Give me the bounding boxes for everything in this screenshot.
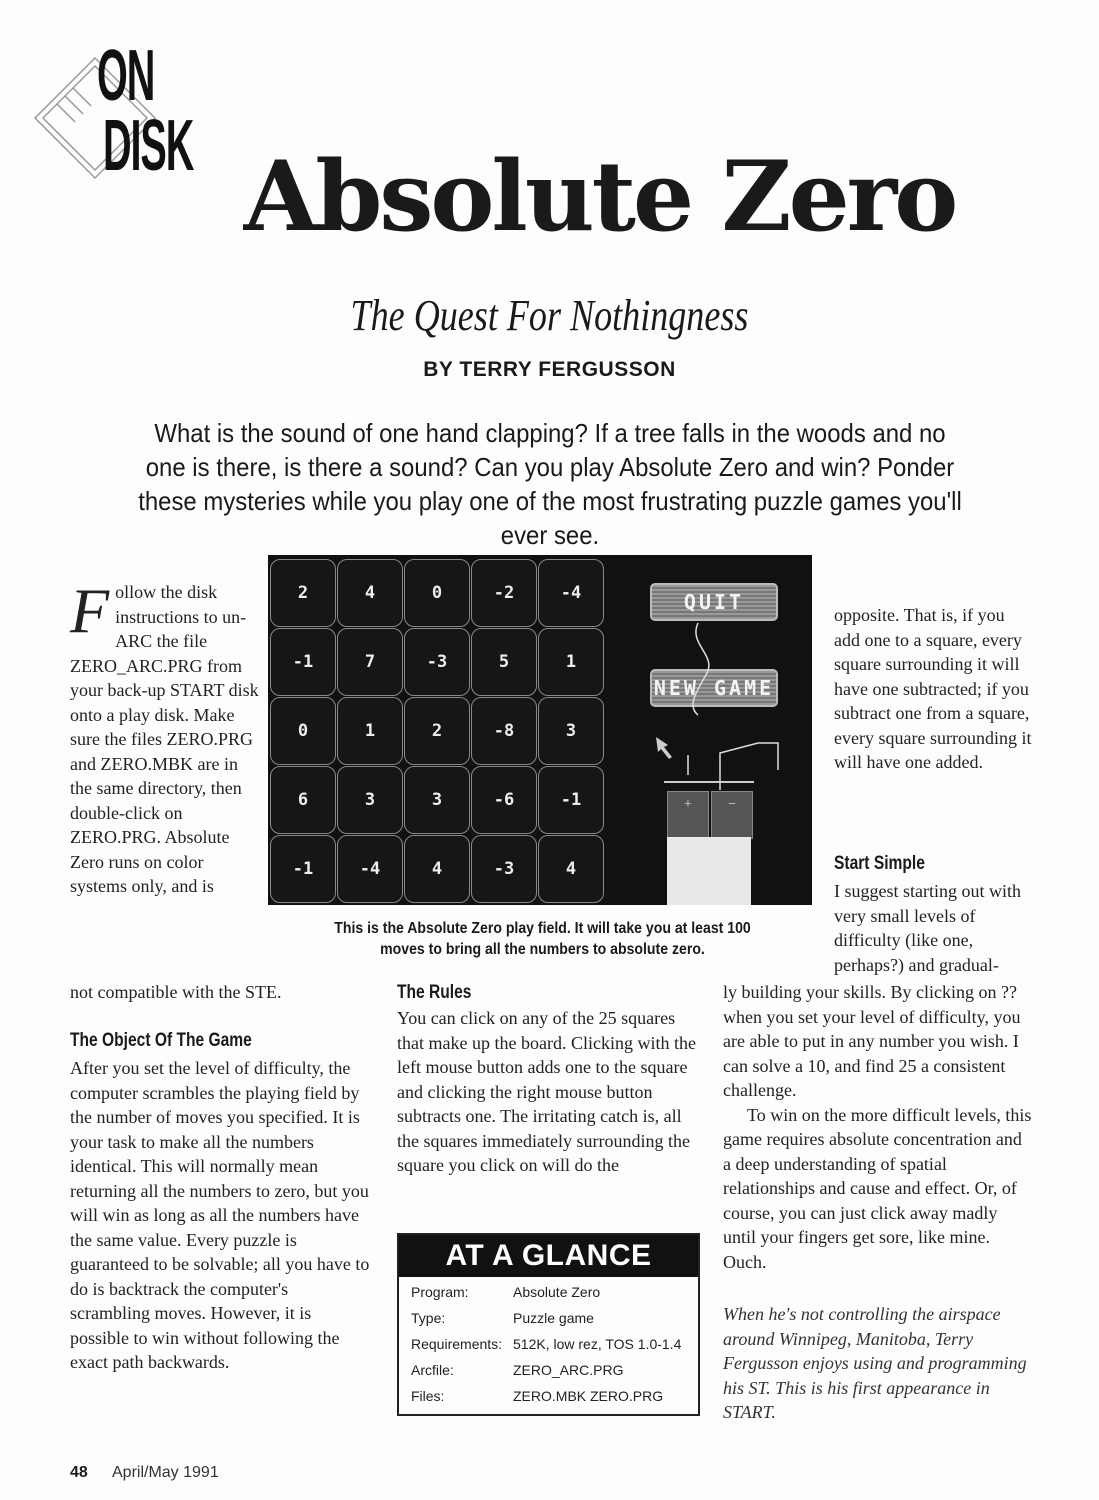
quit-button[interactable]: QUIT	[650, 583, 778, 621]
plus-button[interactable]: +	[667, 791, 709, 839]
grid-cell[interactable]: -4	[337, 835, 403, 903]
glance-value: 512K, low rez, TOS 1.0-1.4	[513, 1336, 682, 1352]
glance-key: Files:	[411, 1388, 445, 1404]
page-number: 48	[70, 1464, 88, 1481]
glance-value: ZERO.MBK ZERO.PRG	[513, 1388, 664, 1404]
lead-paragraph	[70, 575, 260, 899]
glance-row	[399, 1305, 698, 1331]
grid-cell[interactable]: 3	[337, 766, 403, 834]
grid-cell[interactable]: 0	[270, 697, 336, 765]
grid-cell[interactable]: -3	[471, 835, 537, 903]
badge-on-text: ON	[97, 36, 155, 116]
grid-cell[interactable]: 2	[270, 559, 336, 627]
rules-heading: The Rules	[397, 982, 472, 1003]
lead-text: ollow the disk instructions to un-ARC the file ZERO_ARC.PRG from your back-up START disk onto a play disk. Make sure the files ZERO.PRG and ZERO.MBK are in the same directory, then double-click on ZERO.PRG. Absolute Zero runs on color systems only, and is	[70, 582, 259, 896]
grid-cell[interactable]: 7	[337, 628, 403, 696]
grid-cell[interactable]: -1	[538, 766, 604, 834]
start-simple-continued	[723, 980, 1033, 1274]
grid-cell[interactable]: 0	[404, 559, 470, 627]
glance-row	[399, 1331, 698, 1357]
glance-row	[399, 1357, 698, 1383]
glance-value: ZERO_ARC.PRG	[513, 1362, 624, 1378]
grid-cell[interactable]: -4	[538, 559, 604, 627]
grid-cell[interactable]: -3	[404, 628, 470, 696]
glance-value: Puzzle game	[513, 1310, 594, 1326]
lead-paragraph-end: not compatible with the STE.	[70, 982, 282, 1002]
at-a-glance-box	[397, 1233, 700, 1416]
byline: BY TERRY FERGUSSON	[423, 358, 676, 381]
win-paragraph: To win on the more difficult levels, this game requires absolute concentration and a deep understanding of spatial relationships and cause and effect. Or, of course, you can just click away madly until your fingers get sore, like mine. Ouch.	[723, 1104, 1032, 1272]
grid-cell[interactable]: 2	[404, 697, 470, 765]
glance-row	[399, 1383, 698, 1409]
object-heading: The Object Of The Game	[70, 1030, 252, 1051]
grid-cell[interactable]: 4	[538, 835, 604, 903]
grid-cell[interactable]: 5	[471, 628, 537, 696]
glance-key: Program:	[411, 1284, 469, 1300]
grid-cell[interactable]: 3	[404, 766, 470, 834]
drop-cap: F	[70, 575, 110, 646]
grid-cell[interactable]: 3	[538, 697, 604, 765]
grid-cell[interactable]: 4	[404, 835, 470, 903]
minus-button[interactable]: −	[711, 791, 753, 839]
glance-key: Requirements:	[411, 1336, 503, 1352]
game-screenshot	[268, 555, 812, 905]
at-a-glance-title: AT A GLANCE	[399, 1235, 698, 1277]
badge-disk-text: DISK	[103, 106, 194, 186]
start-simple-heading: Start Simple	[834, 853, 925, 874]
grid-cell[interactable]: -8	[471, 697, 537, 765]
grid-cell[interactable]: 1	[538, 628, 604, 696]
start-simple-paragraph: I suggest starting out with very small levels of difficulty (like one, perhaps?) and gradual-	[834, 881, 1021, 975]
glance-key: Type:	[411, 1310, 446, 1326]
grid-cell[interactable]: -1	[270, 835, 336, 903]
object-paragraph: After you set the level of difficulty, the computer scrambles the playing field by the number of moves you specified. It is your task to make all the numbers identical. This will normally mean returning all the numbers to zero, but you will win as long as all the numbers have the same value. Every puzzle is guaranteed to be solvable; all you have to do is backtrack the computer's scrambling moves. However, it is possible to win without following the exact path backwards.	[70, 1058, 370, 1372]
new-game-button[interactable]: NEW GAME	[650, 669, 778, 707]
start-simple-continued-text: ly building your skills. By clicking on ?? when you set your level of difficulty, you are able to put in any number you wish. I can solve a 10, and find 25 a consistent challenge.	[723, 982, 1021, 1100]
grid-cell[interactable]: 1	[337, 697, 403, 765]
level-jar	[667, 837, 751, 905]
rules-paragraph-continued: opposite. That is, if you add one to a square, every square surrounding it will have one subtracted; if you subtract one from a square, every square surrounding it will have one added.	[834, 605, 1032, 772]
figure-caption: This is the Absolute Zero play field. It will take you at least 100 moves to bring all the numbers to absolute zero.	[334, 920, 751, 958]
author-bio: When he's not controlling the airspace around Winnipeg, Manitoba, Terry Fergusson enjoys using and programming his ST. This is his first appearance in START.	[723, 1304, 1027, 1422]
at-a-glance-table	[399, 1277, 698, 1409]
grid-cell[interactable]: -1	[270, 628, 336, 696]
grid-cell[interactable]: -2	[471, 559, 537, 627]
grid-cell[interactable]: 6	[270, 766, 336, 834]
intro-deck: What is the sound of one hand clapping? If a tree falls in the woods and no one is there, is there a sound? Can you play Absolute Zero and win? Ponder these mysteries while you play one of the most frustrating puzzle games you'll ever see.	[138, 418, 962, 550]
article-subtitle: The Quest For Nothingness	[350, 291, 749, 340]
glance-value: Absolute Zero	[513, 1284, 601, 1300]
glance-row	[399, 1279, 698, 1305]
issue-date: April/May 1991	[112, 1464, 219, 1481]
grid-cell[interactable]: 4	[337, 559, 403, 627]
rules-paragraph: You can click on any of the 25 squares that make up the board. Clicking with the left mouse button adds one to the square and clicking the right mouse button subtracts one. The irritating catch is, all the squares immediately surrounding the square you click on will do the	[397, 1008, 696, 1175]
grid-cell[interactable]: -6	[471, 766, 537, 834]
article-title: Absolute Zero	[243, 140, 956, 253]
glance-key: Arcfile:	[411, 1362, 454, 1378]
